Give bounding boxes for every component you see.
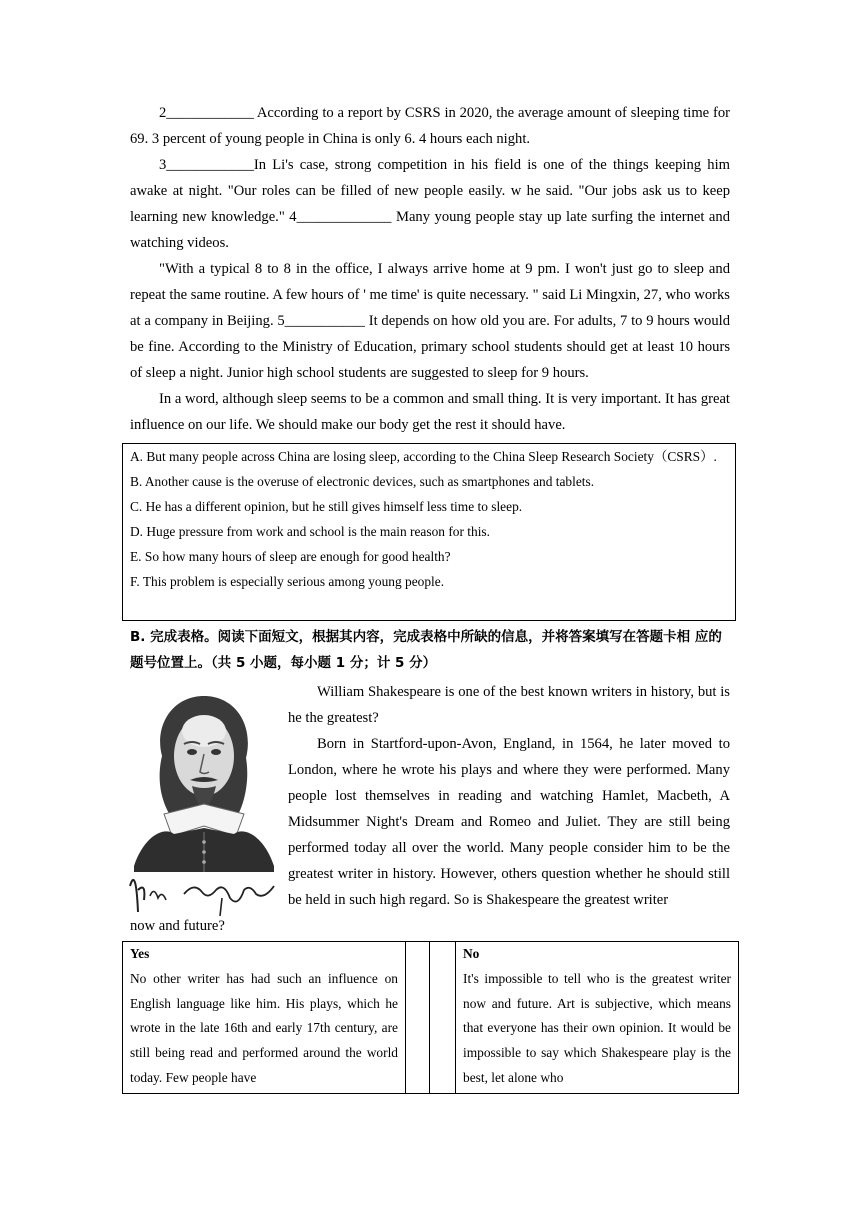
- yes-cell: [123, 942, 406, 1094]
- yes-header: Yes: [130, 946, 150, 961]
- paragraph-1: 2____________ According to a report by CSRS in 2020, the average amount of sleeping time for 69. 3 percent of young people in China is only 6. 4 hours each night.: [130, 105, 730, 147]
- yes-text: No other writer has had such an influence on English language like him. His plays, which he wrote in the late 16th and early 17th century, are still being read and performed around the world today. Few people have: [130, 970, 398, 1085]
- blank-cell-1[interactable]: [406, 942, 430, 1094]
- blank-cell-2[interactable]: [430, 942, 456, 1094]
- portrait-image: [124, 686, 284, 918]
- paragraph-3: "With a typical 8 to 8 in the office, I always arrive home at 9 pm. I won't just go to sleep and repeat the same routine. A few hours of ' me time' is quite necessary. " said Li Mingxin, 27, who works at a company in Beijing. 5___________ It depends on how old you are. For adults, 7 to 9 hours would be fine. According to the Ministry of Education, primary school students should get at least 10 hours of sleep a night. Junior high school students are suggested to sleep for 9 hours.: [130, 261, 730, 381]
- option-d: D. Huge pressure from work and school is the main reason for this.: [130, 524, 490, 539]
- no-text: It's impossible to tell who is the greatest writer now and future. Art is subjective, which means that everyone has their own opinion. It would be impossible to say which Shakespeare play is the best, let alone who: [463, 970, 731, 1085]
- option-c: C. He has a different opinion, but he still gives himself less time to sleep.: [130, 499, 523, 514]
- paragraph-2: 3____________In Li's case, strong competition in his field is one of the things keeping him awake at night. "Our roles can be filled of new people easily. w he said. "Our jobs ask us to keep learning new knowledge." 4_____________ Many young people stay up late surfing the internet and watching videos.: [130, 157, 730, 251]
- shakespeare-paragraph-2-end: now and future?: [130, 918, 225, 934]
- option-f: F. This problem is especially serious among young people.: [130, 574, 445, 589]
- shakespeare-paragraph-1: William Shakespeare is one of the best known writers in history, but is he the greatest?: [288, 684, 730, 726]
- options-box: [122, 443, 736, 621]
- section-b-heading: B. 完成表格。阅读下面短文，根据其内容，完成表格中所缺的信息，并将答案填写在答题卡相 应的题号位置上。（共 5 小题，每小题 1 分；计 5 分）: [130, 629, 722, 671]
- yes-no-table: [122, 941, 739, 1094]
- no-cell: [456, 942, 739, 1094]
- no-header: No: [463, 946, 480, 961]
- passage: [130, 100, 730, 438]
- shakespeare-article: [288, 679, 730, 913]
- option-e: E. So how many hours of sleep are enough for good health?: [130, 549, 451, 564]
- option-a: A. But many people across China are losing sleep, according to the China Sleep Research Society（CSRS）.: [130, 449, 717, 464]
- paragraph-4: In a word, although sleep seems to be a common and small thing. It is very important. It has great influence on our life. We should make our body get the rest it should have.: [130, 391, 730, 433]
- shakespeare-paragraph-2: Born in Startford-upon-Avon, England, in 1564, he later moved to London, where he wrote his plays and where they were performed. Many people lost themselves in reading and watching Hamlet, Macbeth, A Midsummer Night's Dream and Romeo and Juliet. They are still being performed today all over the world. Many people consider him to be the greatest writer in history. However, others question whether he should still be held in such high regard. So is Shakespeare the greatest writer: [288, 736, 730, 908]
- shakespeare-article-tail: [130, 913, 730, 939]
- shakespeare-portrait: [124, 686, 284, 918]
- option-b: B. Another cause is the overuse of electronic devices, such as smartphones and tablets.: [130, 474, 595, 489]
